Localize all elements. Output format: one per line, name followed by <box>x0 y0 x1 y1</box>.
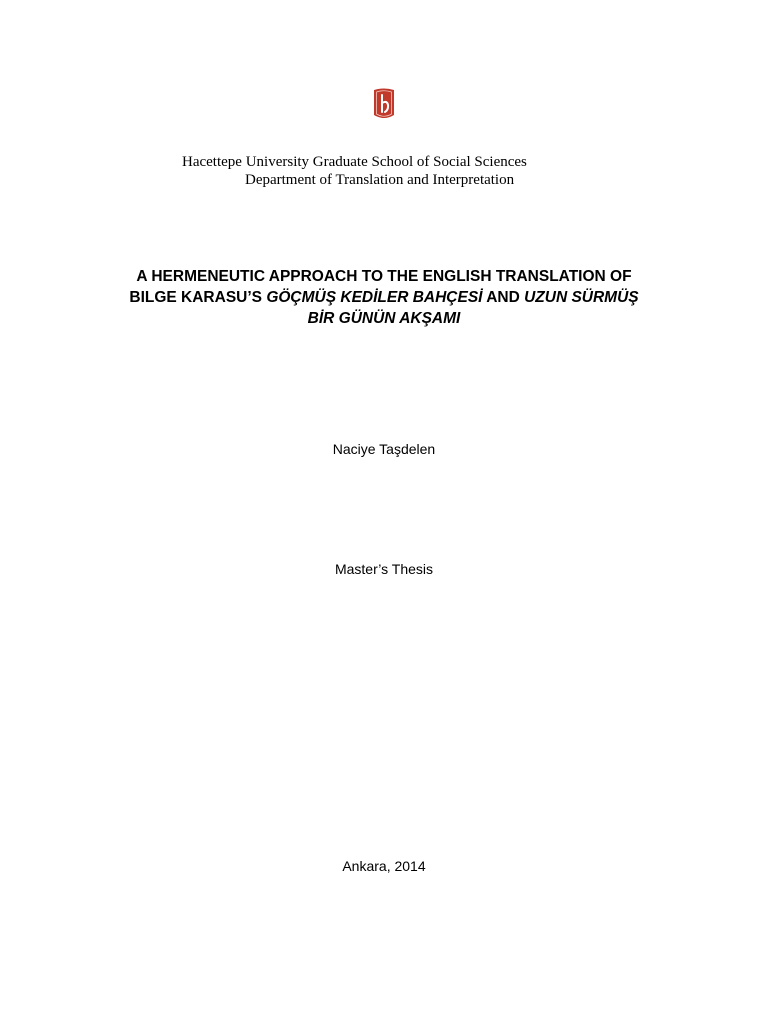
author-name: Naciye Taşdelen <box>332 441 436 457</box>
title-work-2-part-2: BİR GÜNÜN AKŞAMI <box>307 310 461 327</box>
department-name: Department of Translation and Interpretation <box>245 172 515 188</box>
title-author-prefix: BILGE KARASU’S <box>129 289 267 306</box>
thesis-title <box>84 266 684 329</box>
title-conjunction: AND <box>482 289 525 306</box>
title-line-3 <box>84 308 684 329</box>
degree-type: Master’s Thesis <box>334 561 434 577</box>
hacettepe-university-logo-icon <box>372 87 396 121</box>
title-work-2-part-1: UZUN SÜRMÜŞ <box>524 289 639 306</box>
place-and-date: Ankara, 2014 <box>342 858 426 874</box>
title-work-1: GÖÇMÜŞ KEDİLER BAHÇESİ <box>266 289 483 306</box>
title-line-2 <box>84 287 684 308</box>
institution-name: Hacettepe University Graduate School of Social Sciences <box>182 154 527 170</box>
title-line-1: A HERMENEUTIC APPROACH TO THE ENGLISH TRANSLATION OF <box>136 268 632 285</box>
